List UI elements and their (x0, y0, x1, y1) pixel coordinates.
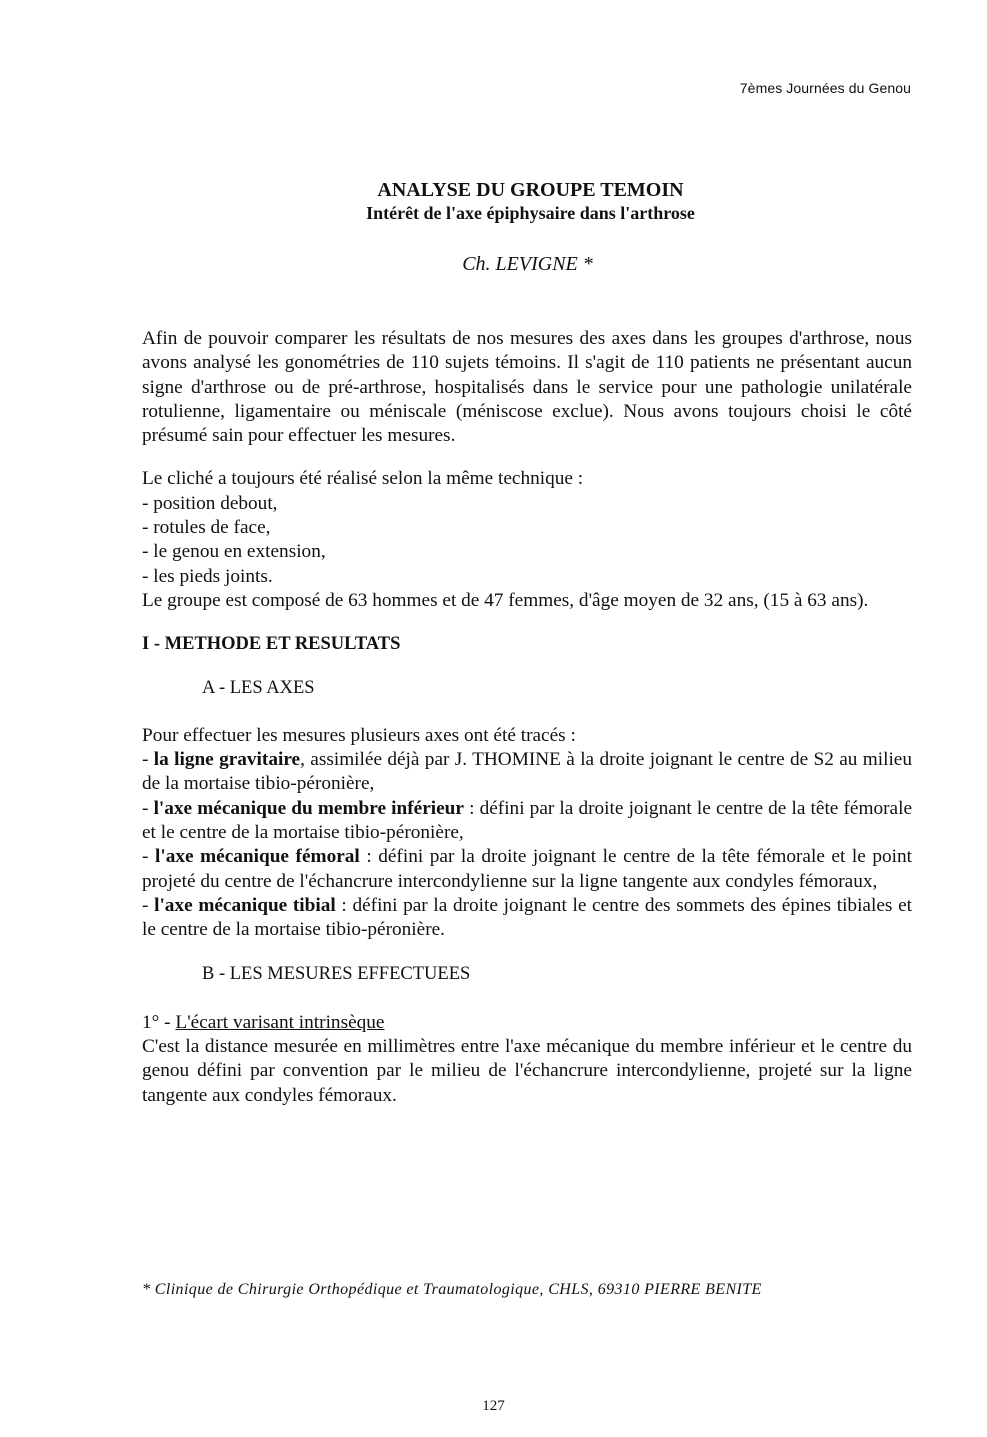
section-heading: I - METHODE ET RESULTATS (142, 634, 401, 655)
axis-definition-text: : défini par la droite joignant le centre des sommets des épines tibiales et le centre de la mortaise tibio-péronière. (142, 894, 912, 941)
axis-definition (142, 748, 912, 797)
measure-number: 1° - (142, 1011, 176, 1033)
technique-intro: Le cliché a toujours été réalisé selon la même technique : (142, 468, 584, 490)
technique-item: - le genou en extension, (142, 541, 326, 563)
technique-item: - rotules de face, (142, 517, 271, 539)
axes-intro: Pour effectuer les mesures plusieurs axes ont été tracés : (142, 724, 576, 746)
axis-definition (142, 797, 912, 846)
article-author: Ch. LEVIGNE * (462, 253, 593, 275)
axis-term: la ligne gravitaire (153, 749, 301, 771)
axis-prefix: - (142, 846, 155, 868)
axis-term: l'axe mécanique du membre inférieur (153, 797, 464, 819)
axis-prefix: - (142, 894, 155, 916)
axis-term: l'axe mécanique fémoral (154, 846, 360, 868)
axis-prefix: - (142, 749, 154, 771)
axis-definition-text: : défini par la droite joignant le centre de la tête fémorale et le centre de la mortaise tibio-péronière, (142, 797, 912, 844)
measure-title: L'écart varisant intrinsèque (175, 1011, 385, 1033)
article-title: ANALYSE DU GROUPE TEMOIN (377, 179, 684, 201)
title-block (0, 178, 987, 224)
article-body (142, 327, 912, 1108)
axis-definition-text: , assimilée déjà par J. THOMINE à la droite joignant le centre de S2 au milieu de la mortaise tibio-péronière, (142, 749, 913, 795)
axis-term: l'axe mécanique tibial (154, 894, 336, 916)
axis-prefix: - (142, 797, 154, 819)
running-header: 7èmes Journées du Genou (739, 80, 911, 96)
subsection-heading: A - LES AXES (202, 677, 315, 698)
technique-item: - les pieds joints. (142, 565, 273, 587)
subsection-heading: B - LES MESURES EFFECTUEES (202, 963, 471, 984)
measure-text: C'est la distance mesurée en millimètres entre l'axe mécanique du membre inférieur et le centre du genou défini par convention par le milieu de l'échancrure intercondylienne, projeté sur la ligne tangente aux condyles fémoraux. (142, 1036, 912, 1106)
axis-definition-text: : défini par la droite joignant le centre de la tête fémorale et le point projeté du centre de l'échancrure intercondylienne sur la ligne tangente aux condyles fémoraux, (142, 846, 912, 892)
group-description: Le groupe est composé de 63 hommes et de 47 femmes, d'âge moyen de 32 ans, (15 à 63 ans). (142, 589, 869, 611)
technique-item: - position debout, (142, 492, 278, 514)
affiliation-footnote: * Clinique de Chirurgie Orthopédique et Traumatologique, CHLS, 69310 PIERRE BENITE (142, 1281, 762, 1298)
measure-heading (142, 1011, 912, 1035)
intro-paragraph: Afin de pouvoir comparer les résultats de nos mesures des axes dans les groupes d'arthrose, nous avons analysé les gonométries de 110 sujets témoins. Il s'agit de 110 patients ne présentant aucun signe d'arthrose ou de pré-arthrose, hospitalisés dans le service pour une pathologie unilatérale rotulienne, ligamentaire ou méniscale (méniscose exclue). Nous avons toujours choisi le côté présumé sain pour effectuer les mesures. (142, 328, 912, 447)
axis-definition (142, 894, 912, 943)
article-subtitle: Intérêt de l'axe épiphysaire dans l'arthrose (366, 203, 695, 223)
axis-definition (142, 845, 912, 894)
page-number: 127 (482, 1398, 505, 1414)
